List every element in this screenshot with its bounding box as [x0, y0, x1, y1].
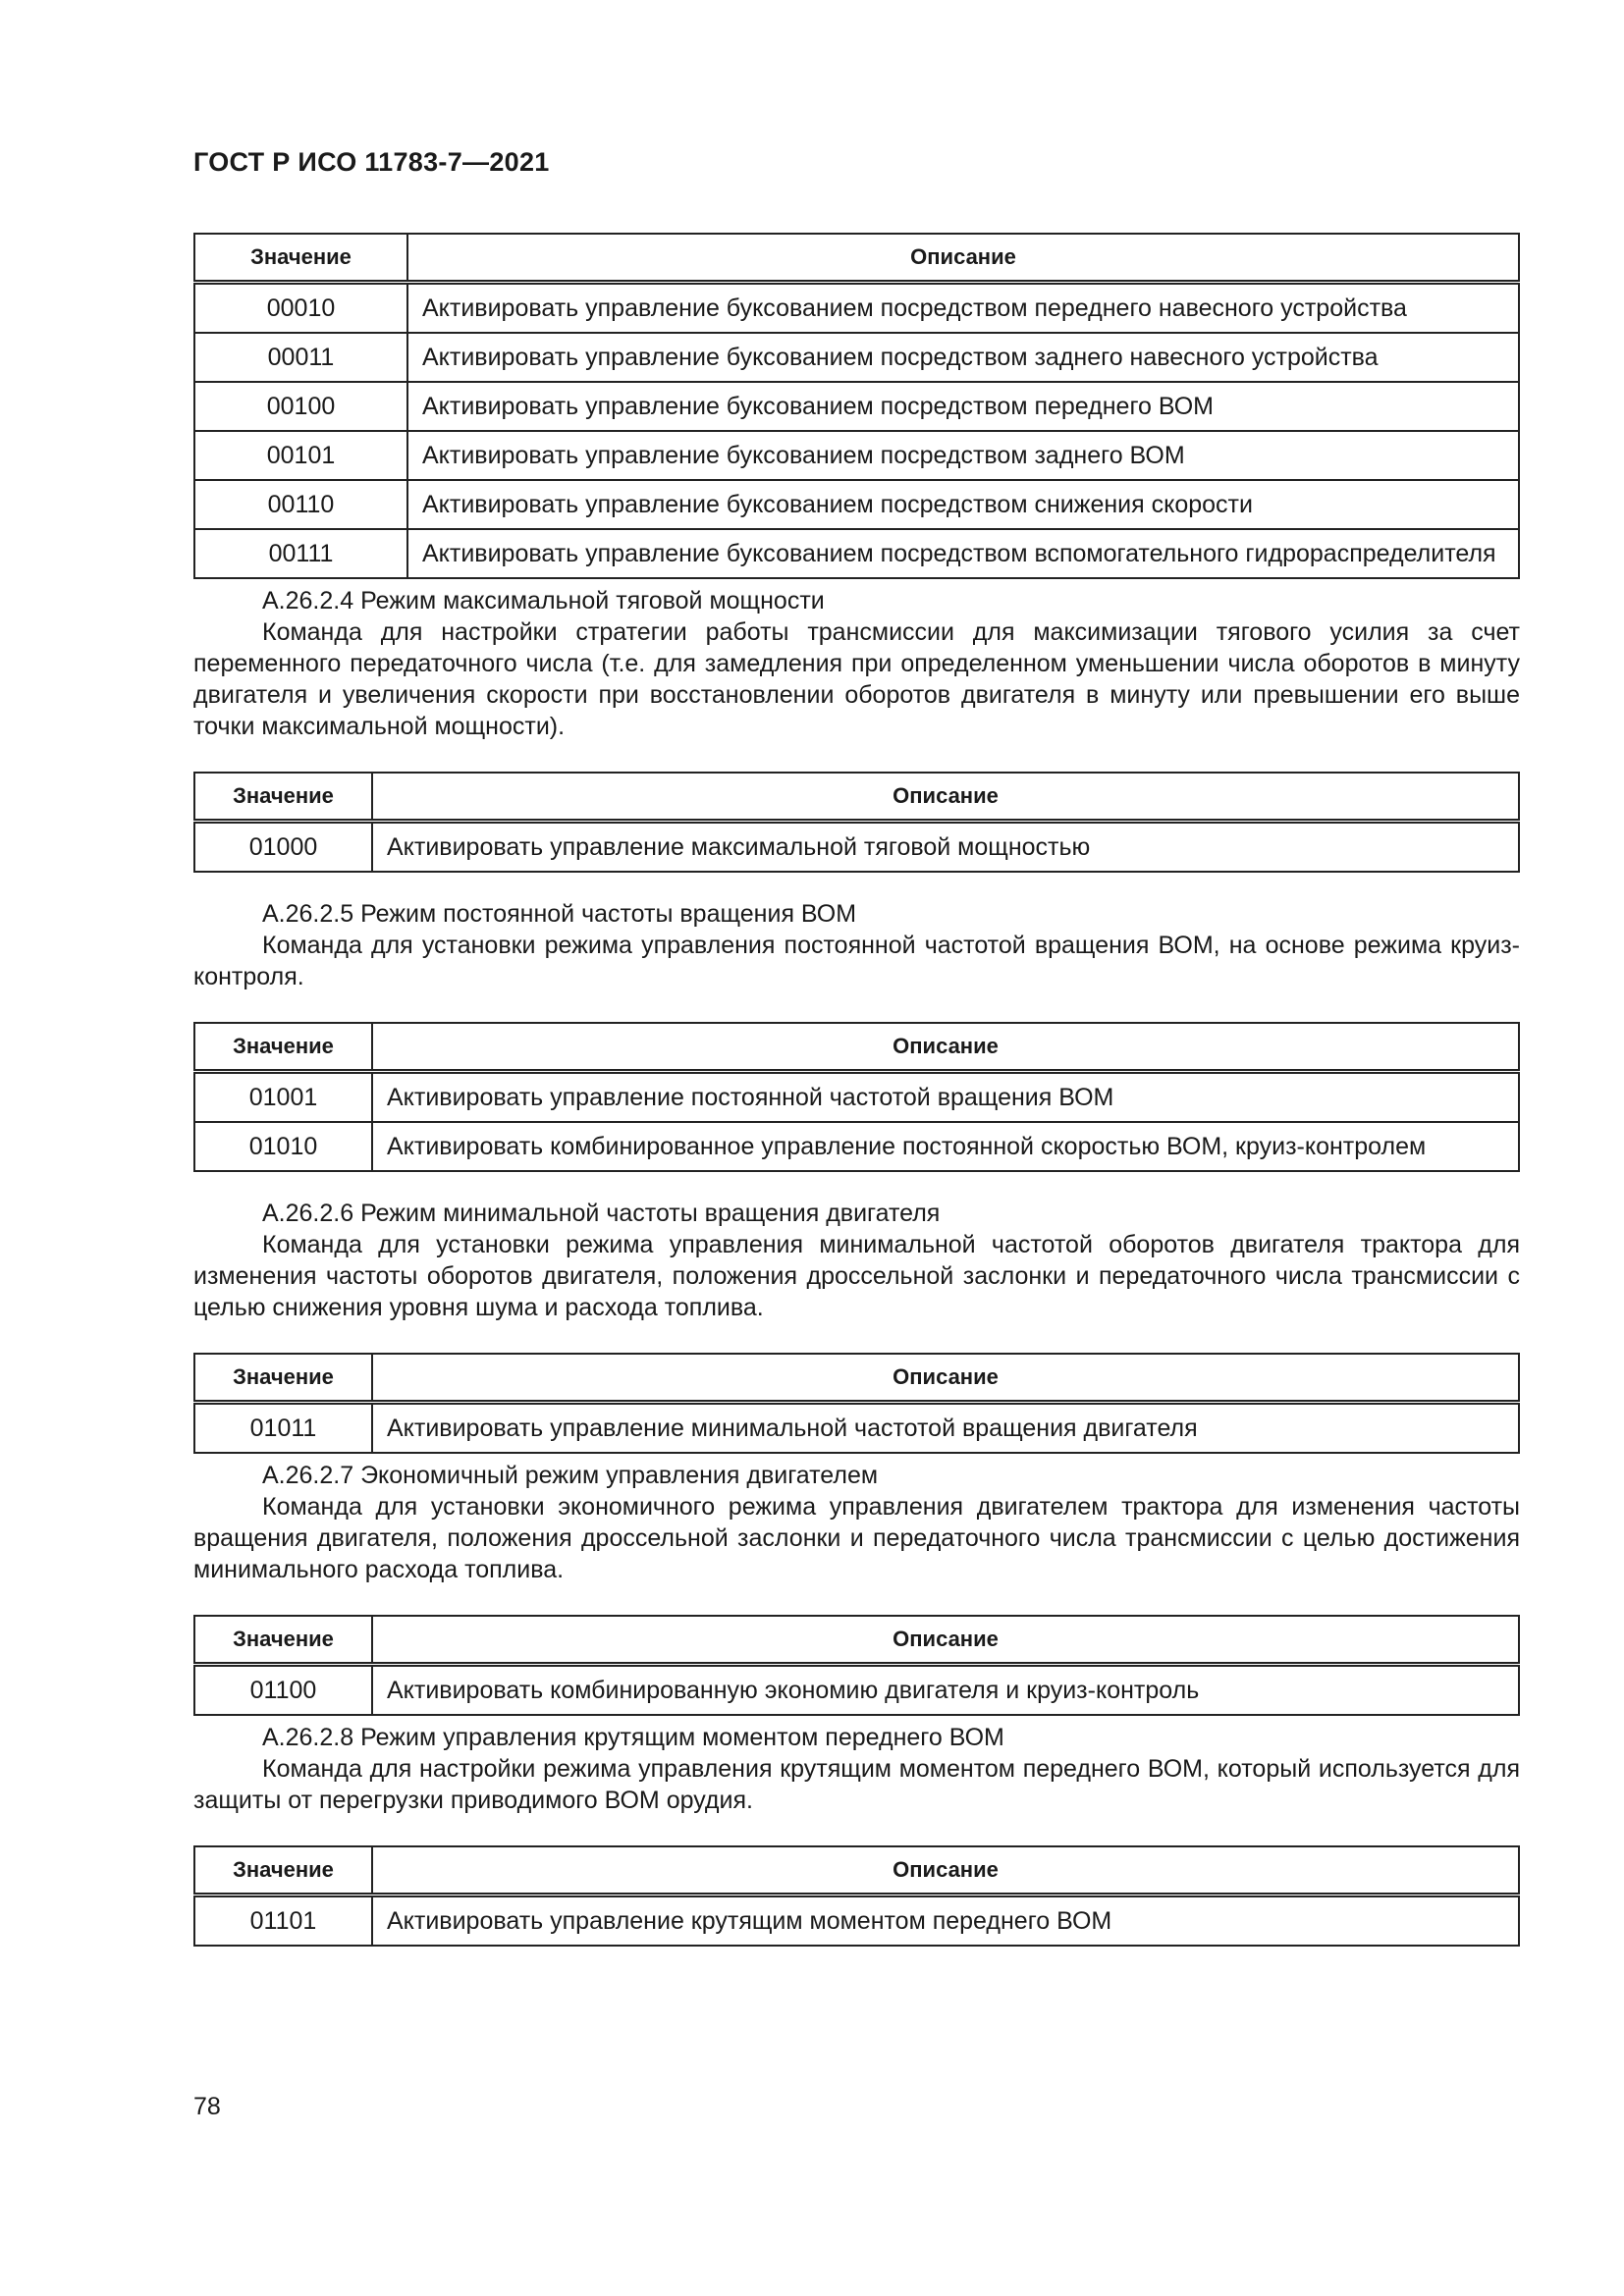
description-cell: Активировать управление минимальной частотой вращения двигателя: [372, 1403, 1519, 1454]
column-header-value: Значение: [194, 1354, 372, 1403]
table-header-row: [194, 1616, 1519, 1665]
section-heading: А.26.2.8 Режим управления крутящим моментом переднего ВОМ: [262, 1724, 1004, 1751]
value-cell: 01011: [194, 1403, 372, 1454]
column-header-description: Описание: [372, 773, 1519, 822]
section-constant-pto-speed: [193, 898, 1520, 1172]
table-row: [194, 1665, 1519, 1716]
value-cell: 00010: [194, 283, 407, 334]
section-front-pto-torque: [193, 1722, 1520, 1947]
section-heading: А.26.2.5 Режим постоянной частоты вращения ВОМ: [262, 900, 857, 928]
value-cell: 00111: [194, 529, 407, 578]
value-cell: 01000: [194, 822, 372, 873]
description-cell: Активировать управление буксованием посредством заднего навесного устройства: [407, 333, 1519, 382]
section-heading: А.26.2.6 Режим минимальной частоты вращения двигателя: [262, 1200, 941, 1227]
column-header-value: Значение: [194, 773, 372, 822]
value-cell: 01100: [194, 1665, 372, 1716]
table-header-row: [194, 234, 1519, 283]
description-cell: Активировать управление максимальной тяговой мощностью: [372, 822, 1519, 873]
table-row: [194, 1403, 1519, 1454]
value-cell: 01001: [194, 1072, 372, 1123]
value-table: [193, 1615, 1520, 1716]
value-cell: 00110: [194, 480, 407, 529]
value-cell: 01010: [194, 1122, 372, 1171]
section-heading: А.26.2.4 Режим максимальной тяговой мощности: [262, 587, 825, 614]
table-header-row: [194, 1354, 1519, 1403]
column-header-description: Описание: [407, 234, 1519, 283]
value-table: [193, 1022, 1520, 1172]
description-cell: Активировать управление буксованием посредством снижения скорости: [407, 480, 1519, 529]
table-row: [194, 1896, 1519, 1947]
column-header-value: Значение: [194, 234, 407, 283]
description-cell: Активировать управление буксованием посредством переднего ВОМ: [407, 382, 1519, 431]
description-cell: Активировать управление буксованием посредством переднего навесного устройства: [407, 283, 1519, 334]
document-content: [193, 233, 1520, 1947]
table-header-row: [194, 1023, 1519, 1072]
table-row: [194, 822, 1519, 873]
column-header-value: Значение: [194, 1023, 372, 1072]
section-min-engine-speed: [193, 1198, 1520, 1454]
table-row: [194, 1122, 1519, 1171]
table-header-row: [194, 1846, 1519, 1896]
value-table: [193, 1845, 1520, 1947]
column-header-description: Описание: [372, 1354, 1519, 1403]
table-row: [194, 431, 1519, 480]
column-header-description: Описание: [372, 1616, 1519, 1665]
section-paragraph: Команда для настройки режима управления крутящим моментом переднего ВОМ, который используется для защиты от перегрузки приводимого ВОМ орудия.: [193, 1755, 1520, 1814]
table-row: [194, 480, 1519, 529]
description-cell: Активировать управление буксованием посредством вспомогательного гидрораспределителя: [407, 529, 1519, 578]
section-paragraph: Команда для установки режима управления постоянной частотой вращения ВОМ, на основе режима круиз-контроля.: [193, 932, 1520, 990]
page-number: 78: [193, 2093, 221, 2120]
value-table-slip-control: [193, 233, 1520, 579]
table-row: [194, 333, 1519, 382]
table-header-row: [194, 773, 1519, 822]
column-header-value: Значение: [194, 1846, 372, 1896]
document-header-title: ГОСТ Р ИСО 11783-7—2021: [193, 147, 550, 177]
value-table: [193, 772, 1520, 873]
column-header-value: Значение: [194, 1616, 372, 1665]
description-cell: Активировать управление буксованием посредством заднего ВОМ: [407, 431, 1519, 480]
section-paragraph: Команда для настройки стратегии работы трансмиссии для максимизации тягового усилия за счет переменного передаточного числа (т.е. для замедления при определенном уменьшении числа оборотов в минуту двигателя и увеличения скорости при восстановлении оборотов двигателя в минуту или превышении его выше точки максимальной мощности).: [193, 618, 1520, 740]
value-cell: 00100: [194, 382, 407, 431]
section-max-traction-power: [193, 585, 1520, 873]
value-cell: 00101: [194, 431, 407, 480]
value-cell: 00011: [194, 333, 407, 382]
section-paragraph: Команда для установки режима управления минимальной частотой оборотов двигателя трактора для изменения частоты оборотов двигателя, положения дроссельной заслонки и передаточного числа трансмиссии с целью снижения уровня шума и расхода топлива.: [193, 1231, 1520, 1321]
value-cell: 01101: [194, 1896, 372, 1947]
table-row: [194, 382, 1519, 431]
description-cell: Активировать управление постоянной частотой вращения ВОМ: [372, 1072, 1519, 1123]
column-header-description: Описание: [372, 1023, 1519, 1072]
description-cell: Активировать комбинированное управление постоянной скоростью ВОМ, круиз-контролем: [372, 1122, 1519, 1171]
section-economy-engine-mode: [193, 1460, 1520, 1716]
description-cell: Активировать комбинированную экономию двигателя и круиз-контроль: [372, 1665, 1519, 1716]
table-row: [194, 283, 1519, 334]
section-paragraph: Команда для установки экономичного режима управления двигателем трактора для изменения частоты вращения двигателя, положения дроссельной заслонки и передаточного числа трансмиссии с целью достижения минимального расхода топлива.: [193, 1493, 1520, 1583]
table-row: [194, 529, 1519, 578]
column-header-description: Описание: [372, 1846, 1519, 1896]
value-table: [193, 1353, 1520, 1454]
description-cell: Активировать управление крутящим моментом переднего ВОМ: [372, 1896, 1519, 1947]
table-row: [194, 1072, 1519, 1123]
section-heading: А.26.2.7 Экономичный режим управления двигателем: [262, 1462, 879, 1489]
